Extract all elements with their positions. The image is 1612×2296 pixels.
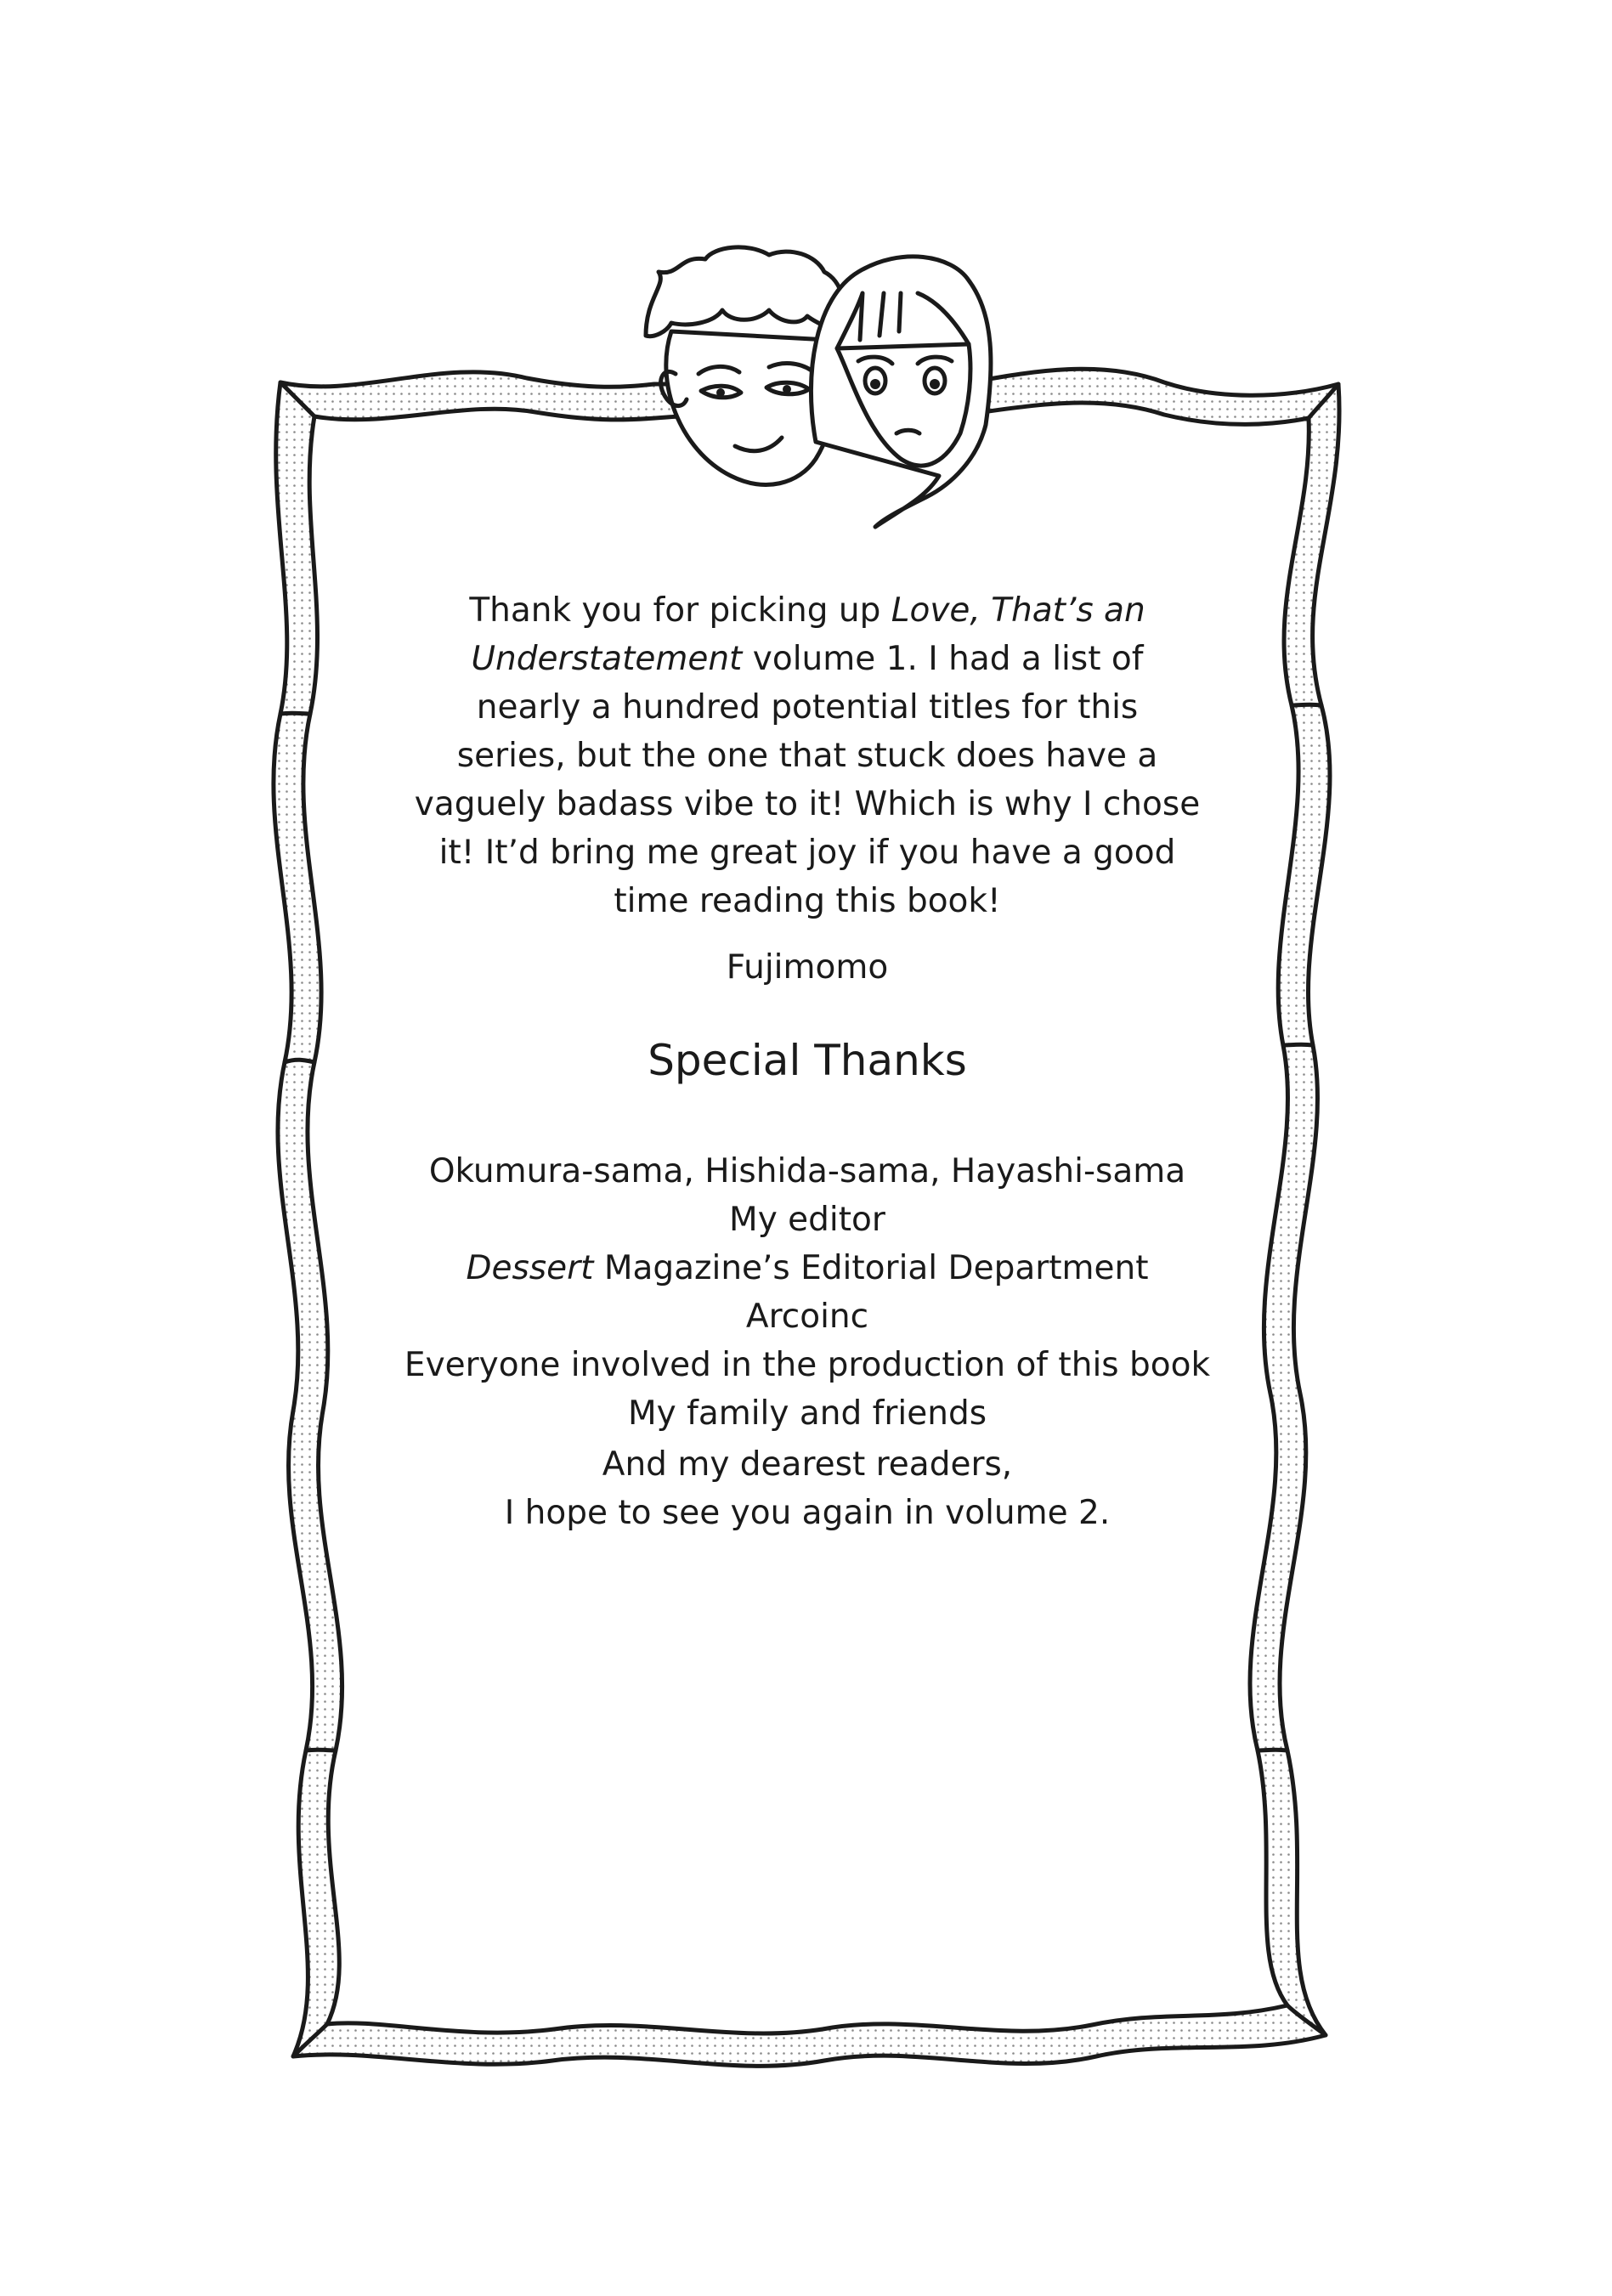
intro-line: vaguely badass vibe to it! Which is why I chose (414, 785, 1201, 823)
author-signature: Fujimomo (726, 948, 889, 987)
intro-message (365, 586, 1249, 925)
special-thanks-heading: Special Thanks (648, 1036, 967, 1085)
credit-line: Dessert Magazine’s Editorial Department (466, 1249, 1149, 1287)
credits-list (365, 1147, 1249, 1438)
intro-line: series, but the one that stuck does have a (456, 737, 1158, 775)
closing-line: I hope to see you again in volume 2. (504, 1494, 1111, 1532)
credit-line: Everyone involved in the production of this book (404, 1346, 1211, 1384)
credit-line: Okumura-sama, Hishida-sama, Hayashi-sama (428, 1152, 1186, 1190)
book-title: Love, That’s an (891, 591, 1145, 630)
magazine-title: Dessert (466, 1249, 594, 1287)
intro-line: nearly a hundred potential titles for this (476, 688, 1139, 727)
credit-line: My family and friends (627, 1394, 987, 1433)
credit-line: My editor (729, 1201, 885, 1239)
intro-line: Thank you for picking up Love, That’s an (469, 591, 1145, 630)
closing-message (365, 1440, 1249, 1537)
intro-line: Understatement volume 1. I had a list of (471, 640, 1144, 678)
intro-line: time reading this book! (614, 882, 1001, 920)
girl-face-icon (811, 257, 991, 527)
book-title: Understatement (471, 640, 743, 678)
closing-line: And my dearest readers, (602, 1445, 1013, 1484)
credit-line: Arcoinc (745, 1298, 869, 1336)
intro-line: it! It’d bring me great joy if you have a good (438, 834, 1176, 872)
